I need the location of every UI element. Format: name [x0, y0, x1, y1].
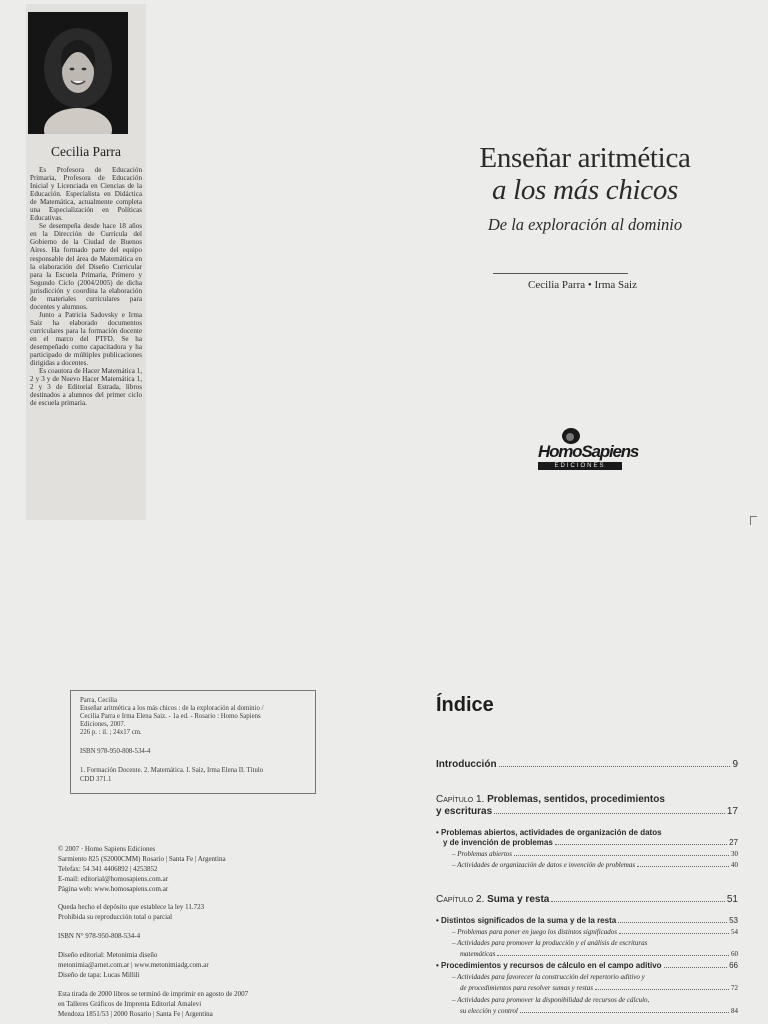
catalog-isbn: ISBN 978-950-808-534-4 — [80, 748, 151, 755]
toc-label: de procedimientos para resolver sumas y restas — [460, 984, 593, 992]
chapter-title-cont: y escrituras — [436, 806, 493, 817]
chapter-number: Capítulo 2. — [436, 894, 485, 905]
toc-label: – Problemas abiertos — [452, 850, 513, 858]
toc-subsection[interactable] — [452, 996, 738, 1004]
bio-paragraph: Es Profesora de Educación Primaria, Profesora de Educación Inicial y Licenciada en Ciencias de la Educación. Especialista en Didáctica de Matemática, actualmente completa una Especialización en Políticas Educativas. — [30, 166, 142, 223]
credit-line: Esta tirada de 2000 libros se terminó de imprimir en agosto de 2007 — [58, 990, 249, 998]
toc-subsection[interactable] — [452, 861, 738, 869]
publisher-wordmark: HomoSapiens — [538, 442, 639, 461]
toc-subsection-cont — [460, 984, 738, 992]
book-authors: Cecilia Parra • Irma Saiz — [528, 279, 637, 291]
toc-label: • Distintos significados de la suma y de la resta — [436, 916, 617, 925]
toc-page: 54 — [731, 928, 738, 936]
credit-line: Diseño de tapa: Lucas Millili — [58, 971, 140, 979]
toc-chapter-1[interactable] — [436, 794, 738, 805]
toc-page: 27 — [729, 838, 738, 847]
toc-page: 30 — [731, 850, 738, 858]
toc-page: 9 — [732, 759, 738, 770]
toc-label: • Procedimientos y recursos de cálculo en el campo aditivo — [436, 961, 662, 970]
bio-paragraph: Junto a Patricia Sadovsky e Irma Saiz ha elaborado documentos curriculares para la formación docente en el marco del PTFD. Se ha desempeñado como capacitadora y ha participado de múltiples publicaciones dirigidas a docentes. — [30, 310, 142, 368]
toc-subsection-cont — [460, 950, 738, 958]
toc-page: 51 — [726, 894, 738, 905]
chapter-title: Suma y resta — [487, 894, 550, 905]
catalog-line: Parra, Cecilia — [80, 697, 117, 704]
author-photo — [28, 12, 128, 134]
credit-line: Telefax: 54 341 4406892 | 4253852 — [58, 865, 158, 873]
author-bio — [30, 166, 142, 407]
credit-line: Página web: www.homosapiens.com.ar — [58, 885, 169, 893]
author-name: Cecilia Parra — [50, 144, 122, 159]
credit-line: E-mail: editorial@homosapiens.com.ar — [58, 875, 169, 883]
bio-paragraph: Se desempeña desde hace 18 años en la Dirección de Currícula del Gobierno de la Ciudad de Buenos Aires. Ha formado parte del equipo responsable del área de Matemática en la elaboración del Diseño Curricular para la Escuela Primaria, Primero y Segundo Ciclo (2004/2005) de dicha jurisdicción y coordina la elaboración de materiales curriculares para docentes y alumnos. — [30, 222, 142, 311]
toc-label: su elección y control — [460, 1007, 518, 1015]
toc-page: 66 — [729, 961, 738, 970]
catalog-cdd: CDD 371.1 — [80, 776, 112, 783]
credit-line: © 2007 · Homo Sapiens Ediciones — [58, 845, 156, 853]
toc-label: – Actividades para favorecer la construcción del repertorio aditivo y — [452, 973, 645, 981]
credit-line: Mendoza 1851/53 | 2000 Rosario | Santa Fe | Argentina — [58, 1010, 213, 1018]
credit-line: en Talleres Gráficos de Imprenta Editorial Amalevi — [58, 1000, 202, 1008]
publisher-logo — [536, 426, 639, 472]
toc-label: • Problemas abiertos, actividades de organización de datos — [436, 828, 662, 837]
credit-line: metonimia@arnet.com.ar | www.metonimiadg.com.ar — [58, 961, 209, 969]
toc-page: 72 — [731, 984, 738, 992]
toc-section-cont — [443, 838, 738, 847]
toc-label: – Actividades de organización de datos e invención de problemas — [452, 861, 636, 869]
catalog-line: Enseñar aritmética a los más chicos : de la exploración al dominio / — [80, 705, 264, 712]
credit-line: Queda hecho el depósito que establece la ley 11.723 — [58, 903, 205, 911]
toc-page: 40 — [731, 861, 738, 869]
book-subtitle: De la exploración al dominio — [487, 215, 683, 234]
toc-section[interactable] — [436, 961, 738, 970]
toc-label: – Actividades para promover la producción y el análisis de escrituras — [452, 939, 648, 947]
catalog-line: Ediciones, 2007. — [80, 721, 126, 728]
toc-subsection[interactable] — [452, 973, 738, 981]
toc-page: 60 — [731, 950, 738, 958]
toc-subsection-cont — [460, 1007, 738, 1015]
toc-section[interactable] — [436, 916, 738, 925]
toc-page: 17 — [726, 806, 738, 817]
toc-chapter-2[interactable] — [436, 894, 738, 905]
bio-paragraph: Es coautora de Hacer Matemática 1, 2 y 3 y de Nuevo Hacer Matemática 1, 2 y 3 de Editorial Estrada, libros destinados a alumnos del primer ciclo de escuela primaria. — [30, 367, 142, 408]
book-title-line2: a los más chicos — [491, 174, 679, 206]
publisher-subline: EDICIONES — [538, 462, 622, 470]
credit-line: Sarmiento 825 (S2000CMM) Rosario | Santa Fe | Argentina — [58, 855, 226, 863]
toc-label: – Actividades para promover la disponibilidad de recursos de cálculo, — [452, 996, 650, 1004]
book-title-line1: Enseñar aritmética — [479, 142, 691, 174]
toc-page: 84 — [731, 1007, 738, 1015]
index-heading: Índice — [436, 694, 494, 716]
page-corner-mark — [750, 516, 757, 525]
toc-label: y de invención de problemas — [443, 838, 553, 847]
toc-entry-intro[interactable] — [436, 759, 738, 770]
toc-label: matemáticas — [460, 950, 496, 958]
credit-isbn: ISBN N° 978-950-808-534-4 — [58, 932, 141, 940]
title-divider — [493, 273, 628, 274]
toc-page: 53 — [729, 916, 738, 925]
chapter-title: Problemas, sentidos, procedimientos — [487, 794, 665, 805]
chapter-number: Capítulo 1. — [436, 794, 485, 805]
credit-line: Diseño editorial: Metonimia diseño — [58, 951, 158, 959]
credit-line: Prohibida su reproducción total o parcial — [58, 913, 173, 921]
catalog-subjects: 1. Formación Docente. 2. Matemática. I. Saiz, Irma Elena II. Título — [80, 767, 264, 774]
toc-section[interactable] — [436, 828, 738, 837]
toc-subsection[interactable] — [452, 939, 738, 947]
toc-subsection[interactable] — [452, 850, 738, 858]
catalog-line: 226 p. : il. ; 24x17 cm. — [80, 729, 142, 736]
catalog-line: Cecilia Parra e Irma Elena Saiz. - 1a ed. - Rosario : Homo Sapiens — [80, 713, 261, 720]
toc-chapter-1-cont — [436, 806, 738, 817]
toc-label: – Problemas para poner en juego los distintos significados — [452, 928, 618, 936]
toc-subsection[interactable] — [452, 928, 738, 936]
toc-label: Introducción — [436, 759, 497, 770]
